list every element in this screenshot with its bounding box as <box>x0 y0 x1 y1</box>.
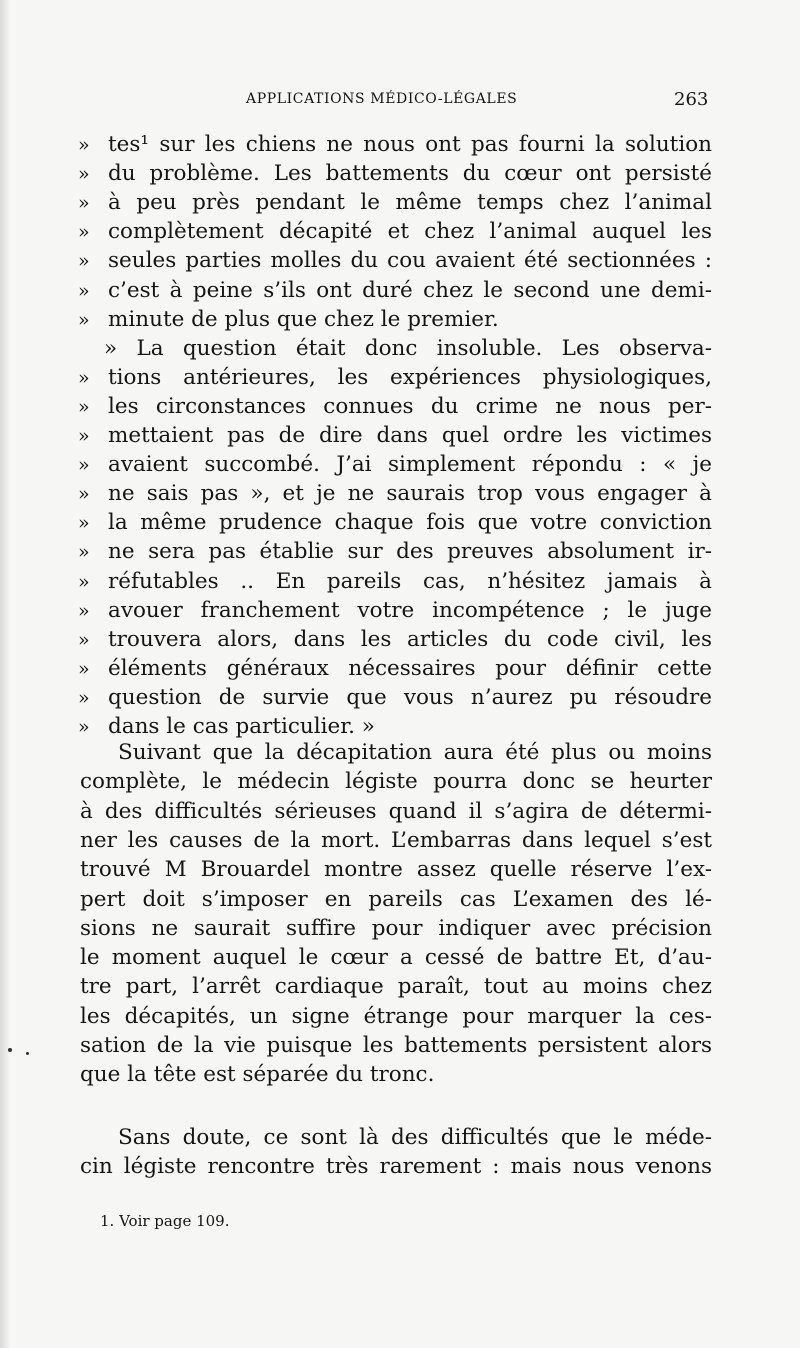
margin-speck <box>8 1048 12 1052</box>
footnote: 1. Voir page 109. <box>100 1212 230 1230</box>
text-line: question de survie que vous n’aurez pu résoudre <box>108 684 712 710</box>
text-line: sions ne saurait suffire pour indiquer avec précision <box>80 915 712 941</box>
text-line: sation de la vie puisque les battements persistent alors <box>80 1033 712 1058</box>
text-line: du problème. Les battements du cœur ont persisté <box>108 161 712 187</box>
quote-marker: » <box>78 192 90 215</box>
text-line: seules parties molles du cou avaient été sectionnées : <box>108 248 712 274</box>
text-line: » La question était donc insoluble. Les observa- <box>104 335 712 361</box>
quote-marker: » <box>78 570 90 593</box>
text-line: c’est à peine s’ils ont duré chez le second une demi- <box>108 277 712 303</box>
quote-marker: » <box>78 599 90 622</box>
text-line: ner les causes de la mort. L’embarras dans lequel s’est <box>80 827 712 853</box>
text-line: cin légiste rencontre très rarement : mais nous venons <box>80 1154 712 1179</box>
text-line: que la tête est séparée du tronc. <box>80 1062 435 1088</box>
text-line: minute de plus que chez le premier. <box>108 306 499 332</box>
text-line: tions antérieures, les expériences physiologiques, <box>108 364 712 390</box>
text-line: ne sais pas », et je ne saurais trop vous engager à <box>108 481 712 507</box>
text-line: à des difficultés sérieuses quand il s’agira de détermi- <box>80 798 712 824</box>
text-line: complète, le médecin légiste pourra donc se heurter <box>80 769 712 795</box>
text-line: trouvera alors, dans les articles du code civil, les <box>108 626 712 652</box>
text-line: mettaient pas de dire dans quel ordre les victimes <box>108 423 712 448</box>
running-title: APPLICATIONS MÉDICO-LÉGALES <box>246 91 518 107</box>
text-line: le moment auquel le cœur a cessé de battre Et, d’au- <box>80 945 712 971</box>
quote-marker: » <box>78 628 90 651</box>
quote-marker: » <box>78 716 90 738</box>
quote-marker: » <box>78 657 90 680</box>
quote-marker: » <box>78 366 90 389</box>
quote-marker: » <box>78 134 90 156</box>
page-edge-shadow <box>0 0 10 1348</box>
text-line: dans le cas particulier. » <box>108 714 375 739</box>
margin-speck <box>26 1052 29 1055</box>
text-line: les décapités, un signe étrange pour marquer la ces- <box>80 1003 712 1029</box>
quote-marker: » <box>78 395 90 418</box>
text-line: pert doit s’imposer en pareils cas L’examen des lé- <box>80 886 712 912</box>
quote-marker: » <box>78 221 90 244</box>
quote-marker: » <box>78 250 90 273</box>
text-line: tes¹ sur les chiens ne nous ont pas fourni la solution <box>108 132 712 157</box>
quote-marker: » <box>78 541 90 564</box>
text-line: réfutables .. En pareils cas, n’hésitez jamais à <box>108 568 712 594</box>
quote-marker: » <box>78 308 90 331</box>
text-line: ne sera pas établie sur des preuves absolument ir- <box>108 539 712 565</box>
text-line: éléments généraux nécessaires pour définir cette <box>108 655 712 681</box>
quote-marker: » <box>78 279 90 302</box>
text-line: avouer franchement votre incompétence ; le juge <box>108 597 712 623</box>
text-line: à peu près pendant le même temps chez l’animal <box>108 190 712 216</box>
text-line: les circonstances connues du crime ne nous per- <box>108 393 712 419</box>
text-line: avaient succombé. J’ai simplement répondu : « je <box>108 452 712 478</box>
text-line: complètement décapité et chez l’animal auquel les <box>108 219 712 245</box>
quote-marker: » <box>78 163 90 186</box>
quote-marker: » <box>78 686 90 709</box>
quote-marker: » <box>78 483 90 506</box>
text-line: tre part, l’arrêt cardiaque paraît, tout au moins chez <box>80 974 712 1000</box>
page-number: 263 <box>674 89 709 110</box>
text-line: trouvé M Brouardel montre assez quelle réserve l’ex- <box>80 857 712 883</box>
text-line: Sans doute, ce sont là des difficultés que le méde- <box>118 1125 712 1150</box>
quote-marker: » <box>78 512 90 535</box>
text-line: la même prudence chaque fois que votre conviction <box>108 510 712 536</box>
text-line: Suivant que la décapitation aura été plus ou moins <box>118 740 712 765</box>
quote-marker: » <box>78 425 90 447</box>
quote-marker: » <box>78 454 90 477</box>
